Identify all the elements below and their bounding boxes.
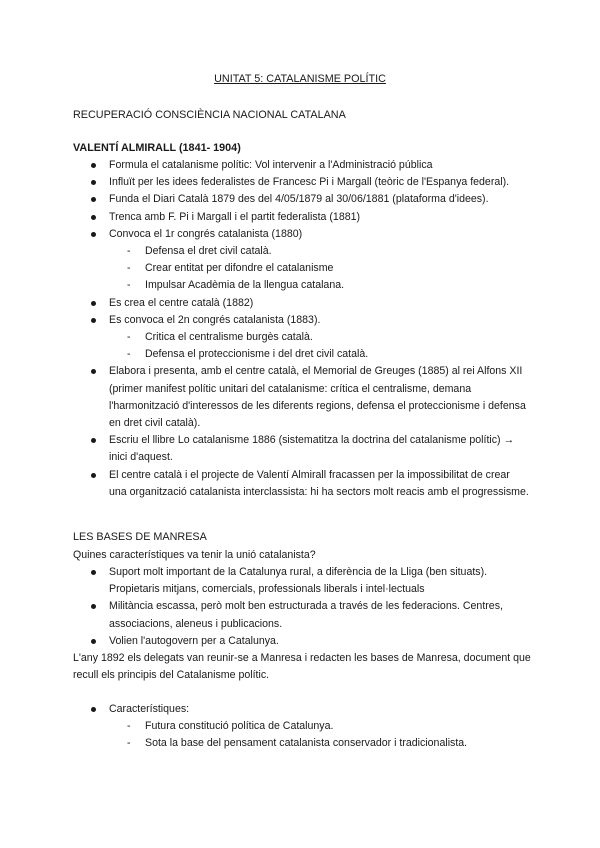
bullet-text: Funda el Diari Català 1879 des del 4/05/1879 al 30/06/1881 (plataforma d'idees). (109, 193, 489, 206)
bullet-icon (91, 639, 96, 644)
bullet-text: Convoca el 1r congrés catalanista (1880) (109, 227, 303, 240)
bullet-icon (91, 707, 96, 712)
dash-icon: - (127, 262, 131, 275)
bullet-text: El centre català i el projecte de Valentí Almirall fracassen per la impossibilitat de crear una organització catalanista interclassista: hi ha sectors molt reacis amb el progressisme. (109, 468, 529, 498)
dash-icon: - (127, 737, 131, 750)
features-list (0, 701, 600, 753)
bullet-item (0, 564, 529, 598)
dash-icon: - (127, 279, 131, 292)
manresa-list (0, 564, 600, 650)
bullet-icon (91, 570, 96, 575)
sub-list (109, 718, 529, 752)
bullet-item (0, 209, 529, 226)
bullet-icon (91, 180, 96, 185)
sub-item-text: Sota la base del pensament catalanista conservador i tradicionalista. (145, 737, 468, 750)
bullet-item (0, 174, 529, 191)
sub-item-text: Critica el centralisme burgès català. (145, 331, 313, 344)
bullet-item (0, 226, 529, 295)
sub-item-text: Impulsar Acadèmia de la llengua catalana. (145, 279, 345, 292)
bullet-text: Característiques: (109, 703, 190, 715)
bullet-item (0, 363, 529, 432)
bullet-item (0, 432, 529, 466)
dash-icon: - (127, 331, 131, 344)
bullet-text: Es convoca el 2n congrés catalanista (1883). (109, 313, 321, 326)
bullet-text: Militància escassa, però molt ben estructurada a través de les federacions. Centres, associacions, aleneus i publicacions. (109, 600, 503, 630)
bullet-text: Es crea el centre català (1882) (109, 296, 254, 309)
section-heading-manresa: LES BASES DE MANRESA (73, 531, 207, 543)
sub-item-text: Defensa el dret civil català. (145, 245, 272, 258)
bullet-icon (91, 369, 96, 374)
manresa-paragraph: L'any 1892 els delegats van reunir-se a Manresa i redacten les bases de Manresa, document que recull els principis del Catalanisme polític. (73, 652, 531, 682)
bullet-item (0, 633, 529, 650)
bullet-item (0, 598, 529, 632)
sub-list (109, 329, 529, 363)
bullet-text: Volien l'autogovern per a Catalunya. (109, 634, 279, 647)
bullet-text: Elabora i presenta, amb el centre català, el Memorial de Greuges (1885) al rei Alfons XII (primer manifest polític unitari del catalanisme: crítica el centralisme, demana l'harmonització d'interessos de les diferents regions, defensa el proteccionisme i defensa en dret civil català). (109, 365, 526, 430)
bullet-item (0, 701, 529, 753)
bullet-item (0, 312, 529, 364)
sub-item-text: Crear entitat per difondre el catalanisme (145, 262, 334, 275)
bullet-icon (91, 301, 96, 306)
bullet-icon (91, 473, 96, 478)
sub-item (127, 735, 529, 752)
sub-item-text: Defensa el proteccionisme i del dret civil català. (145, 348, 369, 361)
bullet-icon (91, 604, 96, 609)
dash-icon: - (127, 245, 131, 258)
sub-list (109, 243, 529, 295)
sub-item (127, 718, 529, 735)
section-heading-almirall: VALENTÍ ALMIRALL (1841- 1904) (73, 142, 241, 154)
bullet-item (0, 467, 529, 501)
bullet-text: Influït per les idees federalistes de Francesc Pi i Margall (teòric de l'Espanya federal). (109, 176, 510, 189)
bullet-icon (91, 215, 96, 220)
bullet-item (0, 157, 529, 174)
bullet-text: Escriu el llibre Lo catalanisme 1886 (sistematitza la doctrina del catalanisme polític) → inici d'aquest. (109, 434, 515, 464)
bullet-text: Trenca amb F. Pi i Margall i el partit federalista (1881) (109, 210, 361, 223)
bullet-icon (91, 197, 96, 202)
almirall-list (0, 157, 600, 501)
sub-item (127, 346, 529, 363)
sub-item (127, 277, 529, 294)
sub-item-text: Futura constitució política de Catalunya. (145, 720, 334, 733)
page-title: UNITAT 5: CATALANISME POLÍTIC (214, 73, 386, 85)
bullet-text: Suport molt important de la Catalunya rural, a diferència de la Lliga (ben situats). Propietaris mitjans, comercials, professionals liberals i intel·lectuals (109, 566, 488, 596)
bullet-item (0, 191, 529, 208)
dash-icon: - (127, 348, 131, 361)
bullet-item (0, 295, 529, 312)
bullet-text: Formula el catalanisme polític: Vol intervenir a l'Administració pública (109, 159, 433, 171)
dash-icon: - (127, 720, 131, 733)
sub-item (127, 243, 529, 260)
section-heading-recuperacio: RECUPERACIÓ CONSCIÈNCIA NACIONAL CATALANA (73, 109, 346, 121)
bullet-icon (91, 438, 96, 443)
manresa-question: Quines característiques va tenir la unió catalanista? (73, 549, 316, 561)
sub-item (127, 329, 529, 346)
bullet-icon (91, 232, 96, 237)
bullet-icon (91, 163, 96, 168)
sub-item (127, 260, 529, 277)
bullet-icon (91, 318, 96, 323)
